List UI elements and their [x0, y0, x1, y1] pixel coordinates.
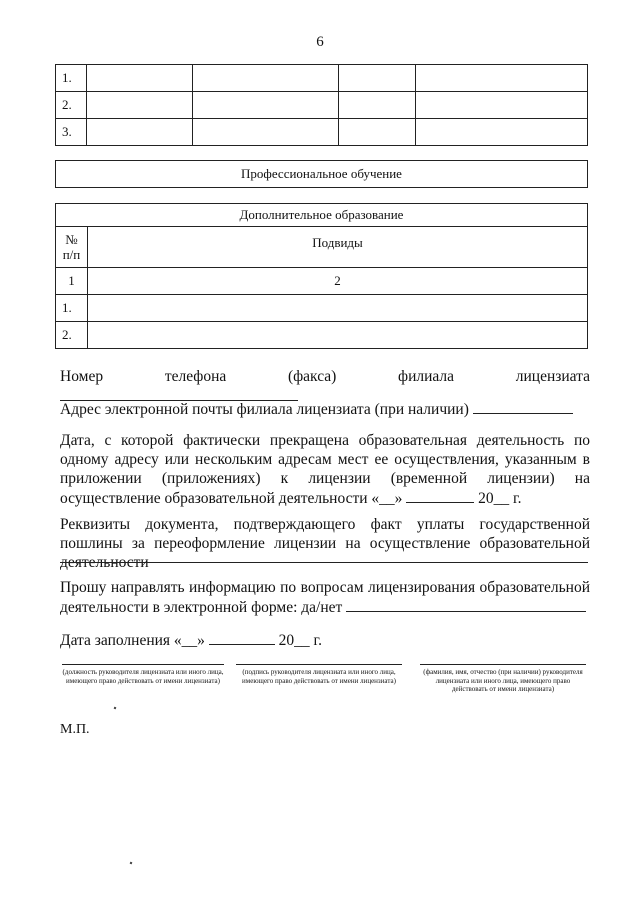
table-cell[interactable] — [192, 119, 339, 146]
table-cell[interactable] — [339, 92, 416, 119]
header-subtypes: Подвиды — [87, 227, 587, 268]
table-row — [56, 322, 588, 349]
header-number-line1: № — [65, 232, 78, 247]
table-cell[interactable] — [87, 322, 587, 349]
row-number: 3. — [56, 119, 87, 146]
requisites-input-line[interactable] — [60, 562, 588, 563]
request-field — [60, 578, 590, 617]
column-index-1: 1 — [56, 268, 88, 295]
page-number: 6 — [316, 34, 324, 50]
email-input-line[interactable] — [473, 399, 573, 414]
table-cell[interactable] — [339, 65, 416, 92]
email-label: Адрес электронной почты филиала лицензиата (при наличии) — [60, 401, 469, 418]
stamp-label: М.П. — [60, 722, 90, 737]
table-cell[interactable] — [192, 92, 339, 119]
date-stop-label: Дата, с которой фактически прекращена образовательная деятельность по одному адресу или нескольким адресам мест ее осуществления, указанным в приложении (приложениях) к лицензии (временной лицензии) на осуществление образовательной деятельности «__» — [60, 432, 590, 507]
signature-position-caption: (должность руководителя лицензиата или иного лица, имеющего право действовать от имени лицензиата) — [62, 664, 224, 685]
table-cell[interactable] — [86, 119, 192, 146]
table-cell[interactable] — [416, 65, 588, 92]
scan-speck — [114, 707, 117, 710]
fill-date-field — [60, 630, 590, 650]
header-number — [56, 227, 88, 268]
row-number: 2. — [56, 322, 88, 349]
table-cell[interactable] — [416, 119, 588, 146]
table-row — [56, 295, 588, 322]
date-stop-month-line[interactable] — [406, 488, 474, 503]
row-number: 1. — [56, 295, 88, 322]
column-index-2: 2 — [87, 268, 587, 295]
table-cell[interactable] — [86, 65, 192, 92]
header-number-line2: п/п — [62, 247, 81, 262]
table-cell[interactable] — [192, 65, 339, 92]
signature-sign-caption: (подпись руководителя лицензиата или иного лица, имеющего право действовать от имени лицензиата) — [236, 664, 402, 685]
table-cell[interactable] — [339, 119, 416, 146]
email-field — [60, 399, 590, 419]
date-stop-year: 20__ г. — [478, 490, 522, 507]
table-row — [56, 92, 588, 119]
row-number: 2. — [56, 92, 87, 119]
fill-date-label: Дата заполнения «__» — [60, 632, 205, 649]
row-number: 1. — [56, 65, 87, 92]
top-table — [55, 64, 588, 146]
additional-education-table — [55, 203, 588, 349]
request-input-line[interactable] — [346, 597, 586, 612]
scan-speck — [130, 862, 133, 865]
professional-training-heading: Профессиональное обучение — [55, 160, 588, 188]
requisites-field — [60, 515, 590, 572]
request-label: Прошу направлять информацию по вопросам лицензирования образовательной деятельности в электронной форме: да/нет — [60, 579, 590, 616]
requisites-label: Реквизиты документа, подтверждающего факт уплаты государственной пошлины за переоформление лицензии на осуществление образовательной деятельности — [60, 516, 590, 571]
fill-date-year: 20__ г. — [278, 632, 323, 649]
date-stop-field — [60, 431, 590, 508]
table-row — [56, 65, 588, 92]
table-cell[interactable] — [416, 92, 588, 119]
table-cell[interactable] — [87, 295, 587, 322]
signature-name-caption: (фамилия, имя, отчество (при наличии) руководителя лицензиата или иного лица, имеющего право действовать от имени лицензиата) — [420, 664, 586, 694]
table-cell[interactable] — [86, 92, 192, 119]
fill-date-month-line[interactable] — [209, 630, 275, 645]
phone-label: Номер телефона (факса) филиала лицензиата — [60, 368, 590, 385]
table-row — [56, 119, 588, 146]
additional-education-title: Дополнительное образование — [56, 204, 588, 227]
